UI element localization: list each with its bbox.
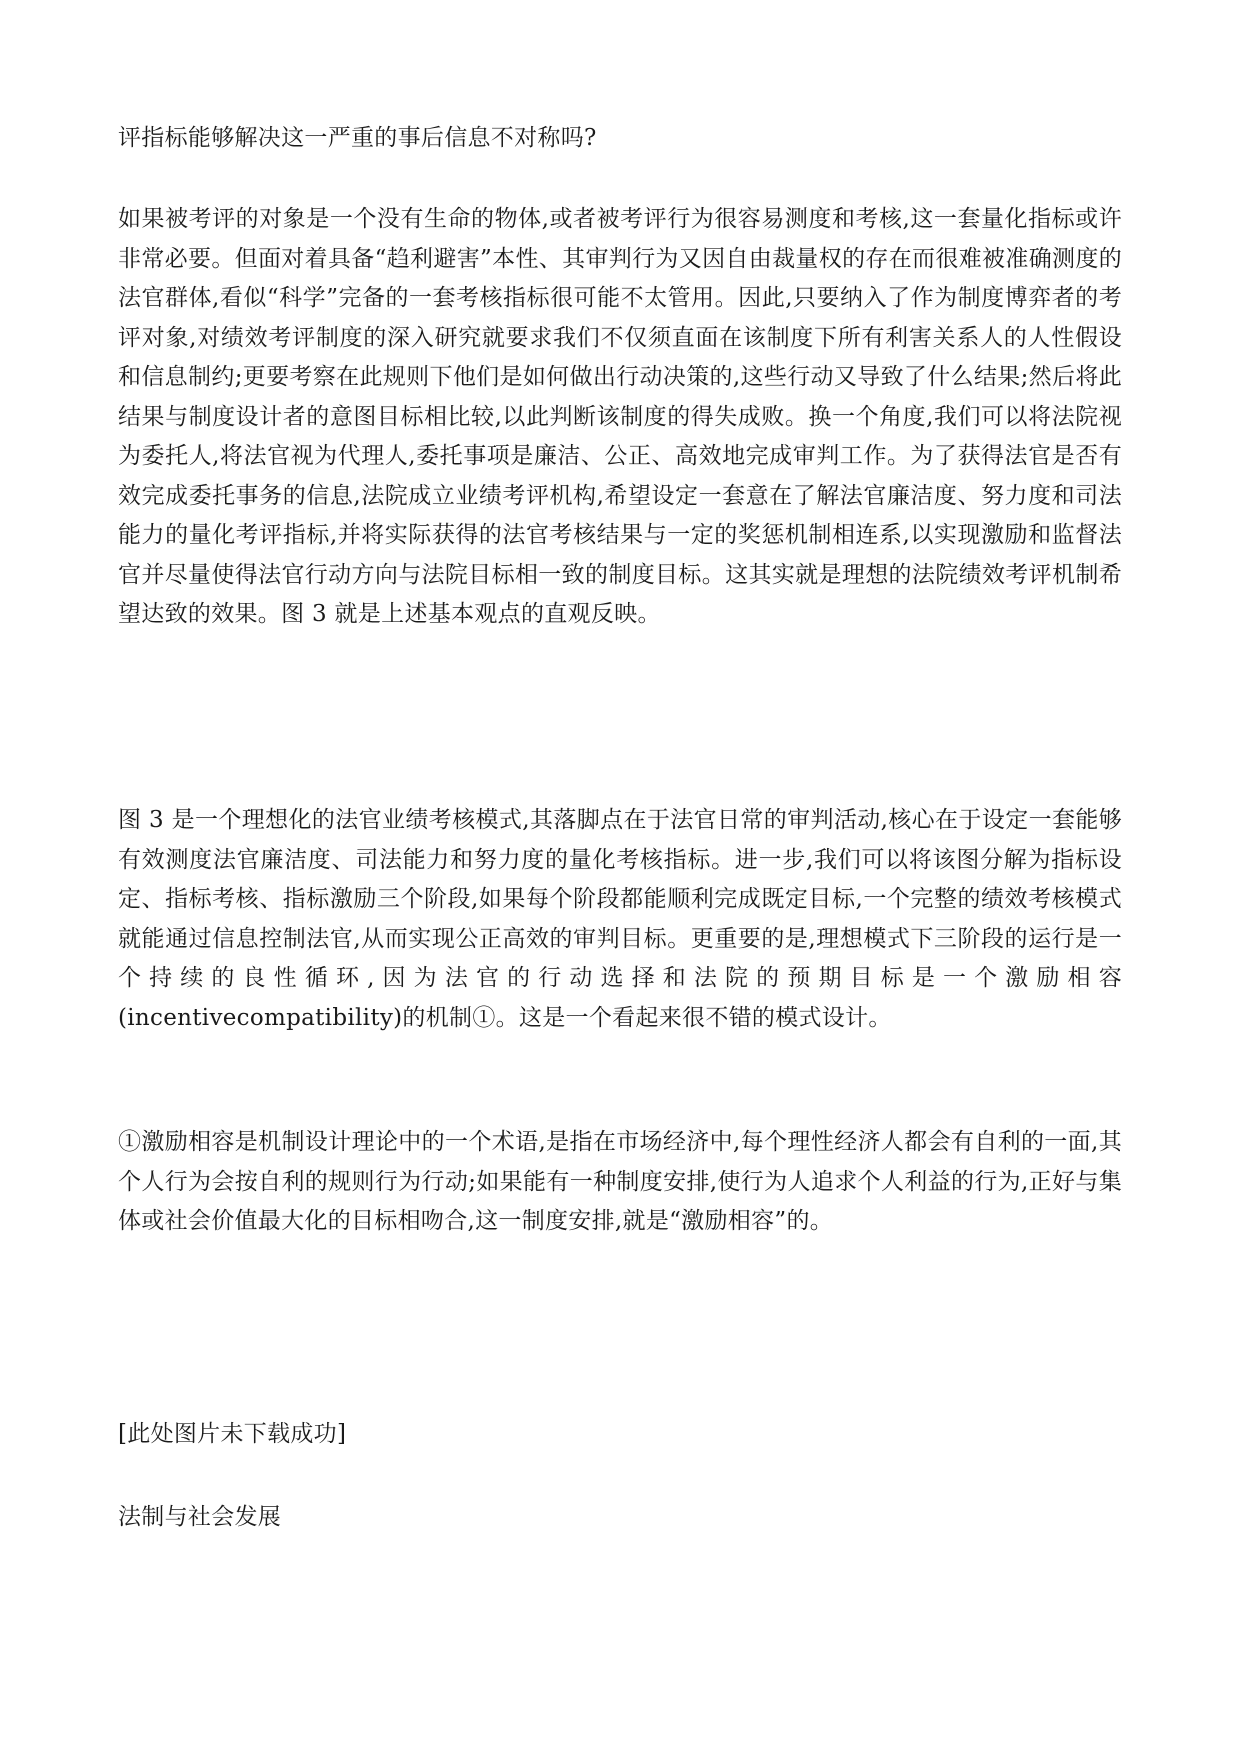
- journal-name-footer: 法制与社会发展: [118, 1504, 282, 1530]
- figure-description-paragraph: 图 3 是一个理想化的法官业绩考核模式,其落脚点在于法官日常的审判活动,核心在于设定一套能够有效测度法官廉洁度、司法能力和努力度的量化考核指标。进一步,我们可以将该图分解为指标设定、指标考核、指标激励三个阶段,如果每个阶段都能顺利完成既定目标,一个完整的绩效考核模式就能通过信息控制法官,从而实现公正高效的审判目标。更重要的是,理想模式下三阶段的运行是一个持续的良性循环,因为法官的行动选择和法院的预期目标是一个激励相容(incentivecompatibility)的机制①。这是一个看起来很不错的模式设计。: [118, 807, 1122, 1031]
- body-paragraph: 如果被考评的对象是一个没有生命的物体,或者被考评行为很容易测度和考核,这一套量化指标或许非常必要。但面对着具备“趋利避害”本性、其审判行为又因自由裁量权的存在而很难被准确测度的法官群体,看似“科学”完备的一套考核指标很可能不太管用。因此,只要纳入了作为制度博弈者的考评对象,对绩效考评制度的深入研究就要求我们不仅须直面在该制度下所有利害关系人的人性假设和信息制约;更要考察在此规则下他们是如何做出行动决策的,这些行动又导致了什么结果;然后将此结果与制度设计者的意图目标相比较,以此判断该制度的得失成败。换一个角度,我们可以将法院视为委托人,将法官视为代理人,委托事项是廉洁、公正、高效地完成审判工作。为了获得法官是否有效完成委托事务的信息,法院成立业绩考评机构,希望设定一套意在了解法官廉洁度、努力度和司法能力的量化考评指标,并将实际获得的法官考核结果与一定的奖惩机制相连系,以实现激励和监督法官并尽量使得法官行动方向与法院目标相一致的制度目标。这其实就是理想的法院绩效考评机制希望达致的效果。图 3 就是上述基本观点的直观反映。: [118, 206, 1122, 627]
- intro-sentence: 评指标能够解决这一严重的事后信息不对称吗?: [118, 125, 597, 151]
- missing-image-placeholder: [此处图片未下载成功]: [118, 1421, 347, 1447]
- footnote: ①激励相容是机制设计理论中的一个术语,是指在市场经济中,每个理性经济人都会有自利的一面,其个人行为会按自利的规则行为行动;如果能有一种制度安排,使行为人追求个人利益的行为,正好与集体或社会价值最大化的目标相吻合,这一制度安排,就是“激励相容”的。: [118, 1129, 1122, 1234]
